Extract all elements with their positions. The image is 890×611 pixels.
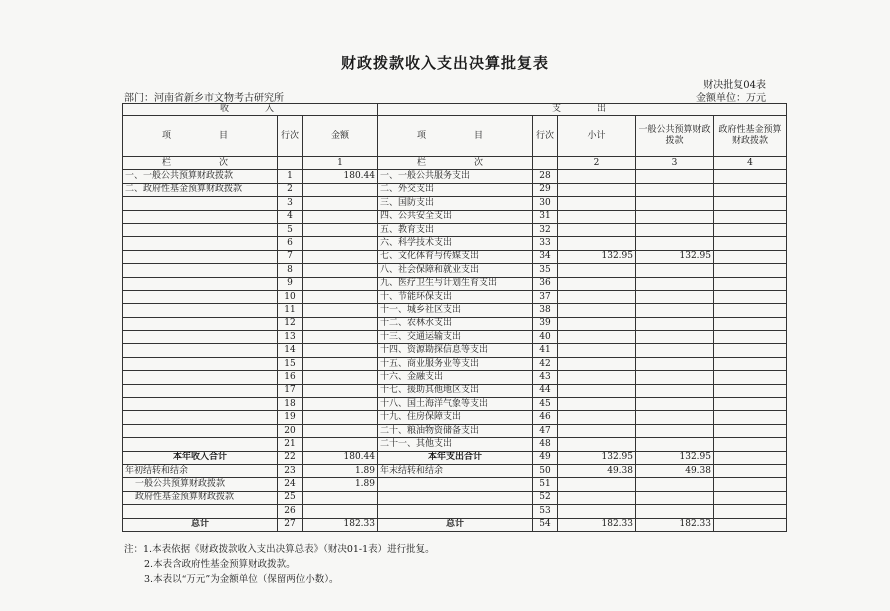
- table-row: 12 十二、农林水支出 39: [123, 317, 787, 330]
- table-row: 6 六、科学技术支出 33: [123, 237, 787, 250]
- department-label: 部门：河南省新乡市文物考古研究所: [124, 93, 284, 104]
- footnote-2: 2.本表含政府性基金预算财政拨款。: [144, 559, 296, 570]
- table-row: 5 五、教育支出 32: [123, 223, 787, 236]
- col-number-1: 1: [303, 157, 378, 170]
- expense-header: 支 出: [378, 104, 787, 116]
- column-number-row: [123, 157, 787, 170]
- grand-total-row: 总计 27 182.33 总计 54 182.33 182.33: [123, 518, 787, 531]
- lanci-left: 栏 次: [123, 157, 278, 170]
- footnote-3: 3.本表以“万元”为金额单位（保留两位小数）。: [144, 574, 339, 585]
- table-row: 年初结转和结余 23 1.89 年末结转和结余 50 49.38 49.38: [123, 464, 787, 477]
- unit-label: 金额单位：万元: [696, 93, 766, 104]
- footnote-1: 注：1.本表依据《财政拨款收入支出决算总表》（财决01-1表）进行批复。: [124, 544, 435, 555]
- table-row: 一般公共预算财政拨款 24 1.89 51: [123, 478, 787, 491]
- table-row: 13 十三、交通运输支出 40: [123, 331, 787, 344]
- col-number-3: 3: [636, 157, 714, 170]
- form-code: 财决批复04表: [703, 80, 766, 91]
- table-row: 17 十七、援助其他地区支出 44: [123, 384, 787, 397]
- table-row: 16 十六、金融支出 43: [123, 371, 787, 384]
- annual-total-row: 本年收入合计 22 180.44 本年支出合计 49 132.95 132.95: [123, 451, 787, 464]
- table-row: 26 53: [123, 505, 787, 518]
- table-row: 11 十一、城乡社区支出 38: [123, 304, 787, 317]
- table-row: 15 十五、商业服务业等支出 42: [123, 357, 787, 370]
- income-header: 收 入: [123, 104, 378, 116]
- table-row: 7 七、文化体育与传媒支出 34 132.95 132.95: [123, 250, 787, 263]
- section-header-row: [123, 104, 787, 116]
- subtotal-header: 小计: [558, 116, 636, 157]
- table-row: 一、一般公共预算财政拨款 1 180.44 一、一般公共服务支出 28: [123, 170, 787, 183]
- income-amount-header: 金额: [303, 116, 378, 157]
- page-title: 财政拨款收入支出决算批复表: [340, 54, 549, 72]
- table-row: 18 十八、国土海洋气象等支出 45: [123, 398, 787, 411]
- table-row: 9 九、医疗卫生与计划生育支出 36: [123, 277, 787, 290]
- income-rowno-header: 行次: [278, 116, 303, 157]
- table-row: 8 八、社会保障和就业支出 35: [123, 264, 787, 277]
- table-row: 19 十九、住房保障支出 46: [123, 411, 787, 424]
- col-number-2: 2: [558, 157, 636, 170]
- table-row: 二、政府性基金预算财政拨款 2 二、外交支出 29: [123, 183, 787, 196]
- gov-fund-header: 政府性基金预算财政拨款: [714, 116, 787, 157]
- budget-table: [122, 103, 787, 532]
- table-row: 政府性基金预算财政拨款 25 52: [123, 491, 787, 504]
- table-row: 4 四、公共安全支出 31: [123, 210, 787, 223]
- expense-item-header: 项 目: [378, 116, 533, 157]
- column-header-row: [123, 116, 787, 157]
- col-number-4: 4: [714, 157, 787, 170]
- table-row: 20 二十、粮油物资储备支出 47: [123, 424, 787, 437]
- table-row: 21 二十一、其他支出 48: [123, 438, 787, 451]
- table-row: 10 十、节能环保支出 37: [123, 290, 787, 303]
- lanci-right: 栏 次: [378, 157, 533, 170]
- footnotes: [124, 542, 435, 587]
- table-row: 14 十四、资源勘探信息等支出 41: [123, 344, 787, 357]
- income-item-header: 项 目: [123, 116, 278, 157]
- expense-rowno-header: 行次: [533, 116, 558, 157]
- table-row: 3 三、国防支出 30: [123, 197, 787, 210]
- general-budget-header: 一般公共预算财政拨款: [636, 116, 714, 157]
